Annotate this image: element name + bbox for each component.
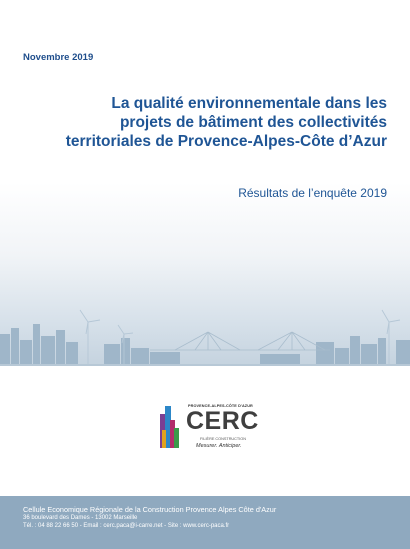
footer-contact: Tél. : 04 88 22 66 50 - Email : cerc.paca@i-carre.net - Site : www.cerc-paca.fr bbox=[23, 523, 230, 529]
footer-address: 36 boulevard des Dames - 13002 Marseille bbox=[23, 515, 138, 521]
publication-date: Novembre 2019 bbox=[23, 52, 94, 63]
logo-wordmark: CERC bbox=[186, 407, 259, 435]
footer-organization: Cellule Economique Régionale de la Construction Provence Alpes Côte d'Azur bbox=[23, 505, 277, 514]
logo-tagline: Mesurer. Anticiper. bbox=[196, 443, 242, 449]
logo-sub-text: FILIÈRE CONSTRUCTION bbox=[200, 437, 246, 441]
title-line: La qualité environnementale dans les bbox=[111, 95, 387, 112]
logo-region-text: PROVENCE-ALPES-CÔTE D'AZUR bbox=[188, 404, 253, 408]
report-title bbox=[47, 94, 387, 151]
cerc-logo bbox=[152, 400, 258, 452]
report-subtitle: Résultats de l’enquête 2019 bbox=[238, 186, 387, 200]
city-skyline-illustration bbox=[0, 300, 410, 366]
title-line: projets de bâtiment des collectivités bbox=[119, 114, 387, 131]
title-line: territoriales de Provence-Alpes-Côte d’Azur bbox=[65, 133, 387, 150]
